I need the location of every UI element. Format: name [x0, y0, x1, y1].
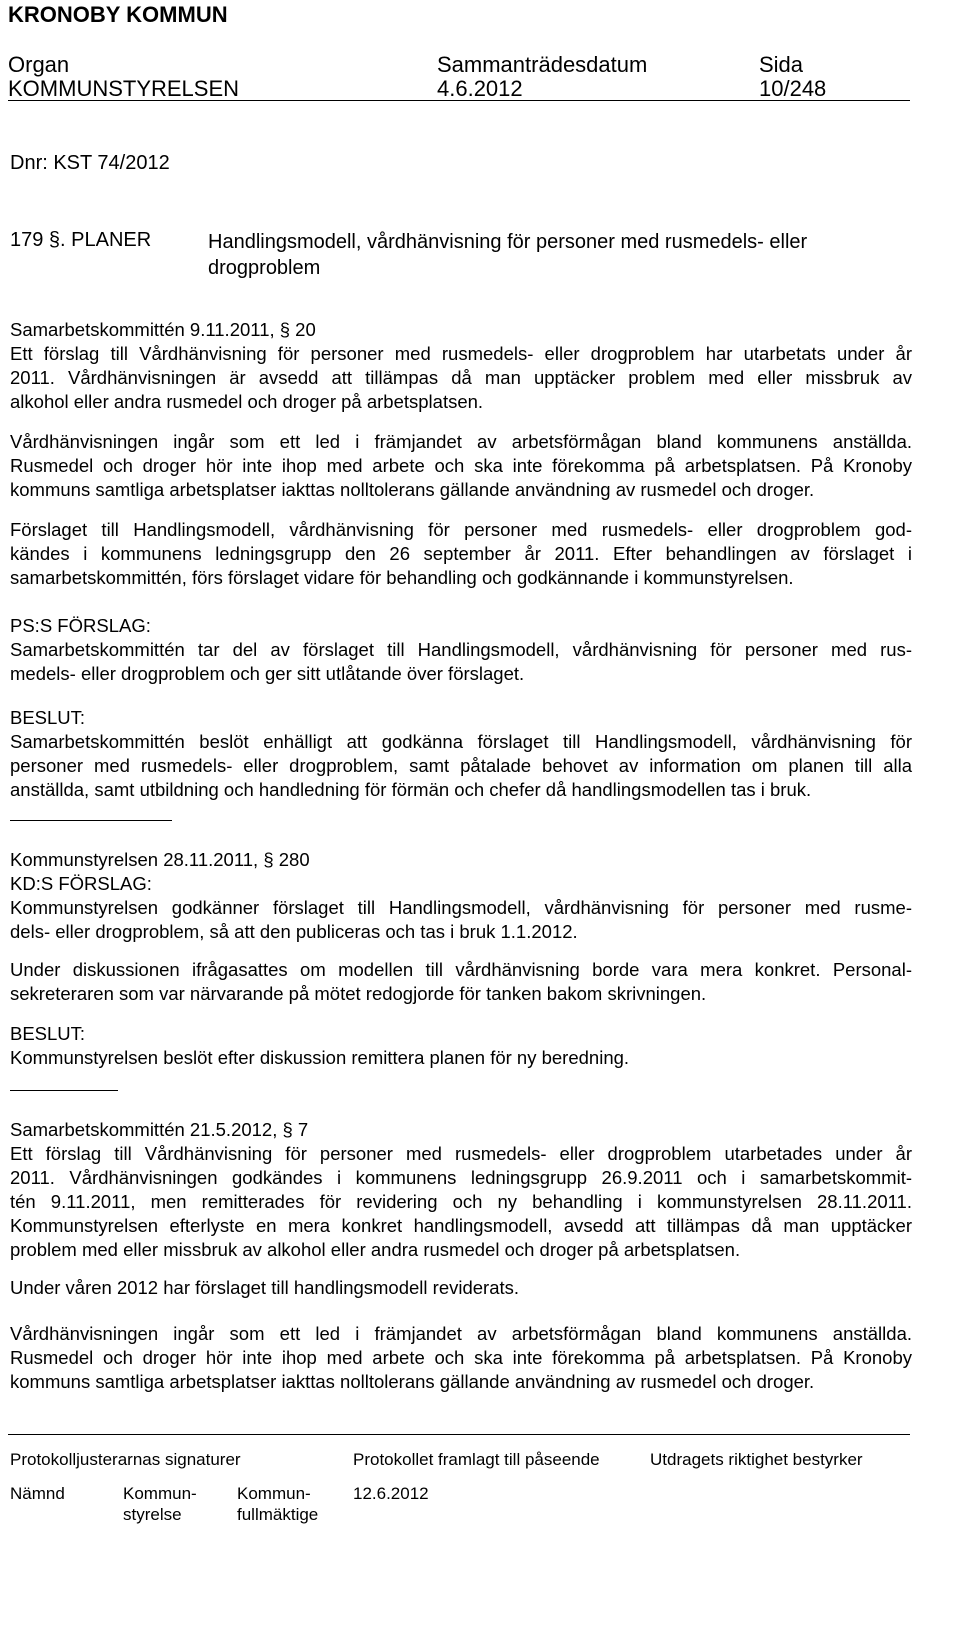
- column-label-line: styrelse: [123, 1505, 182, 1524]
- text-line: sekreteraren som var närvarande på mötet redogjorde för tanken bakom skrivningen.: [10, 983, 707, 1004]
- paragraph-kommunstyrelsen-2011: [10, 848, 912, 944]
- presented-label: Protokollet framlagt till påseende: [353, 1450, 600, 1469]
- text-line: Under våren 2012 har förslaget till handlingsmodell reviderats.: [10, 1277, 520, 1298]
- paragraph-samarbetskommitten-2012: [10, 1118, 912, 1262]
- text-line: BESLUT:: [10, 707, 86, 728]
- text-line: dels- eller drogproblem, så att den publiceras och tas i bruk 1.1.2012.: [10, 921, 578, 942]
- text-line: Ett förslag till Vårdhänvisning för personer med rusmedels- eller drogproblem utarbetades under år: [10, 1143, 912, 1164]
- text-line: Samarbetskommittén 21.5.2012, § 7: [10, 1119, 309, 1140]
- page-label: Sida: [759, 52, 804, 77]
- section-separator: [10, 1090, 118, 1091]
- text-line: Vårdhänvisningen ingår som ett led i främjandet av arbetsförmågan bland kommunens anställda.: [10, 1323, 912, 1344]
- certified-label: Utdragets riktighet bestyrker: [650, 1450, 863, 1469]
- signatures-label: Protokolljusterarnas signaturer: [10, 1450, 241, 1469]
- paragraph-vardhanvisning-repeat: [10, 1322, 912, 1394]
- date-label: Sammanträdesdatum: [437, 52, 648, 77]
- text-line: Ett förslag till Vårdhänvisning för personer med rusmedels- eller drogproblem har utarbetats under år: [10, 343, 912, 364]
- text-line: anställda, samt utbildning och handledning för förmän och chefer då handlingsmodellen tas i bruk.: [10, 779, 812, 800]
- column-label-line: Kommun-: [237, 1484, 311, 1503]
- text-line: Kommunstyrelsen efterlyste en mera konkret handlingsmodell, avsedd att tillämpas då man upptäcker: [10, 1215, 912, 1236]
- header-divider: [8, 100, 910, 101]
- text-line: Samarbetskommittén beslöt enhälligt att godkänna förslaget till Handlingsmodell, vårdhänvisning för: [10, 731, 912, 752]
- signature-column-namnd: Nämnd: [10, 1484, 65, 1503]
- text-line: Förslaget till Handlingsmodell, vårdhänvisning för personer med rusmedels- eller drogproblem god-: [10, 519, 912, 540]
- text-line: alkohol eller andra rusmedel och droger på arbetsplatsen.: [10, 391, 484, 412]
- text-line: Kommunstyrelsen 28.11.2011, § 280: [10, 849, 310, 870]
- column-label-line: Kommun-: [123, 1484, 197, 1503]
- dnr: Dnr: KST 74/2012: [10, 152, 170, 174]
- text-line: Samarbetskommittén 9.11.2011, § 20: [10, 319, 316, 340]
- text-line: medels- eller drogproblem och ger sitt utlåtande över förslaget.: [10, 663, 525, 684]
- organ-value: KOMMUNSTYRELSEN: [8, 76, 240, 101]
- page-value: 10/248: [759, 76, 827, 101]
- section-number: 179 §. PLANER: [10, 229, 152, 251]
- paragraph-samarbetskommitten-2011: [10, 318, 912, 414]
- text-line: PS:S FÖRSLAG:: [10, 615, 151, 636]
- signature-column-kommunfullmaktige: [237, 1483, 318, 1525]
- text-line: samarbetskommittén, förs förslaget vidare för behandling och godkännande i kommunstyrelsen.: [10, 567, 794, 588]
- section-title-line: Handlingsmodell, vårdhänvisning för personer med rusmedels- eller: [208, 231, 808, 253]
- text-line: Under diskussionen ifrågasattes om modellen till vårdhänvisning borde vara mera konkret. Personal-: [10, 959, 912, 980]
- text-line: BESLUT:: [10, 1023, 86, 1044]
- presented-date: 12.6.2012: [353, 1484, 429, 1503]
- paragraph-ps-forslag: [10, 614, 912, 686]
- section-title: [208, 229, 807, 281]
- paragraph-varen-2012: [10, 1276, 912, 1300]
- footer-divider: [8, 1434, 910, 1435]
- text-line: Vårdhänvisningen ingår som ett led i främjandet av arbetsförmågan bland kommunens anställda.: [10, 431, 912, 452]
- text-line: 2011. Vårdhänvisningen godkändes i kommunens ledningsgrupp 26.9.2011 och i samarbetskommit-: [10, 1167, 912, 1188]
- date-value: 4.6.2012: [437, 76, 523, 101]
- text-line: problem med eller missbruk av alkohol eller andra rusmedel och droger på arbetsplatsen.: [10, 1239, 741, 1260]
- text-line: 2011. Vårdhänvisningen är avsedd att tillämpas då man upptäcker problem med eller missbruk av: [10, 367, 912, 388]
- text-line: Rusmedel och droger hör inte ihop med arbete och ska inte förekomma på arbetsplatsen. På Kronoby: [10, 1347, 912, 1368]
- paragraph-beslut-kommunstyrelsen: [10, 1022, 912, 1070]
- text-line: KD:S FÖRSLAG:: [10, 873, 152, 894]
- organ-label: Organ: [8, 52, 70, 77]
- organization-name: KRONOBY KOMMUN: [8, 2, 228, 27]
- text-line: kommuns samtliga arbetsplatser iakttas nolltolerans gällande användning av rusmedel och droger.: [10, 479, 815, 500]
- section-separator: [10, 820, 172, 821]
- text-line: Rusmedel och droger hör inte ihop med arbete och ska inte förekomma på arbetsplatsen. På Kronoby: [10, 455, 912, 476]
- column-label-line: fullmäktige: [237, 1505, 319, 1524]
- signature-column-kommunstyrelse: [123, 1483, 197, 1525]
- text-line: tén 9.11.2011, men remitterades för revidering och ny behandling i kommunstyrelsen 28.11.2011.: [10, 1191, 912, 1212]
- text-line: kändes i kommunens ledningsgrupp den 26 september år 2011. Efter behandlingen av förslaget i: [10, 543, 912, 564]
- text-line: personer med rusmedels- eller drogproblem, samt påtalade behovet av information om planen till alla: [10, 755, 912, 776]
- paragraph-diskussion: [10, 958, 912, 1006]
- text-line: Samarbetskommittén tar del av förslaget till Handlingsmodell, vårdhänvisning för personer med rus-: [10, 639, 912, 660]
- section-title-line: drogproblem: [208, 257, 321, 279]
- text-line: kommuns samtliga arbetsplatser iakttas nolltolerans gällande användning av rusmedel och droger.: [10, 1371, 815, 1392]
- paragraph-forslaget: [10, 518, 912, 590]
- text-line: Kommunstyrelsen godkänner förslaget till Handlingsmodell, vårdhänvisning för personer med rusme-: [10, 897, 912, 918]
- text-line: Kommunstyrelsen beslöt efter diskussion remittera planen för ny beredning.: [10, 1047, 630, 1068]
- paragraph-beslut-samarbetskommitten: [10, 706, 912, 802]
- paragraph-vardhanvisning-intro: [10, 430, 912, 502]
